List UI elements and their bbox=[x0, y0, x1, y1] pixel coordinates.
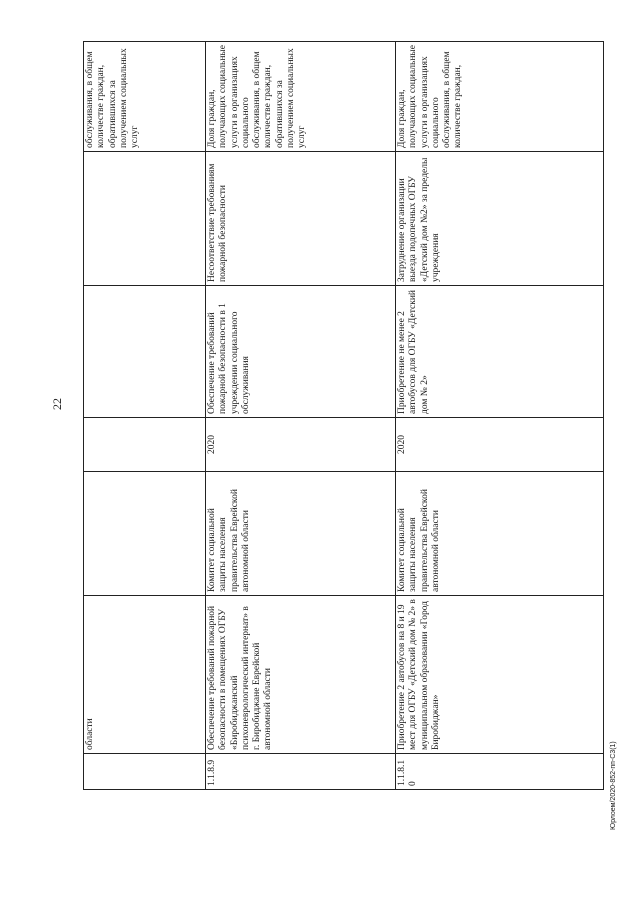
table-row bbox=[206, 42, 396, 790]
table-row bbox=[396, 42, 604, 790]
cell-indicator: Доля граждан, получающих социальные услуги в организациях социального обслуживания, в общем количестве граждан, обратившихся за получением социальных услуг bbox=[206, 42, 396, 152]
cell-indicator: Доля граждан, получающих социальные услуги в организациях социального обслуживания, в общем количестве граждан, bbox=[396, 42, 604, 152]
cell-problem: Несоответствие требованиям пожарной безопасности bbox=[206, 152, 396, 286]
cell-result: Обеспечение требований пожарной безопасности в 1 учреждении социального обслуживания bbox=[206, 286, 396, 418]
cell-result: Приобретение не менее 2 автобусов для ОГБУ «Детский дом № 2» bbox=[396, 286, 604, 418]
cell-result bbox=[84, 286, 206, 418]
cell-problem bbox=[84, 152, 206, 286]
cell-number bbox=[84, 754, 206, 790]
page-number: 22 bbox=[50, 398, 64, 410]
cell-problem: Затруднение организации выезда подопечных ОГБУ «Детский дом №2» за пределы учреждения bbox=[396, 152, 604, 286]
cell-indicator: обслуживания, в общем количестве граждан, обратившихся за получением социальных услуг bbox=[84, 42, 206, 152]
cell-event-name: Обеспечение требований пожарной безопасности в помещениях ОГБУ «Биробиджанский психоневрологический интернат» в г. Биробиджане Еврейской автономной области bbox=[206, 596, 396, 754]
cell-event-name: области bbox=[84, 596, 206, 754]
cell-year: 2020 bbox=[206, 418, 396, 472]
cell-year: 2020 bbox=[396, 418, 604, 472]
program-table bbox=[83, 41, 604, 790]
cell-executor: Комитет социальной защиты населения правительства Еврейской автономной области bbox=[396, 472, 604, 596]
document-footer-code: Юрлоем/2020-852-пп-С3(1) bbox=[610, 741, 617, 830]
table-row bbox=[84, 42, 206, 790]
cell-event-name: Приобретение 2 автобусов на 8 и 19 мест для ОГБУ «Детский дом № 2» в муниципальном образовании «Город Биробиджан» bbox=[396, 596, 604, 754]
cell-executor bbox=[84, 472, 206, 596]
cell-number: 1.1.8.1 0 bbox=[396, 754, 604, 790]
cell-executor: Комитет социальной защиты населения правительства Еврейской автономной области bbox=[206, 472, 396, 596]
cell-number: 1.1.8.9 bbox=[206, 754, 396, 790]
cell-year bbox=[84, 418, 206, 472]
document-table-container bbox=[83, 42, 603, 790]
